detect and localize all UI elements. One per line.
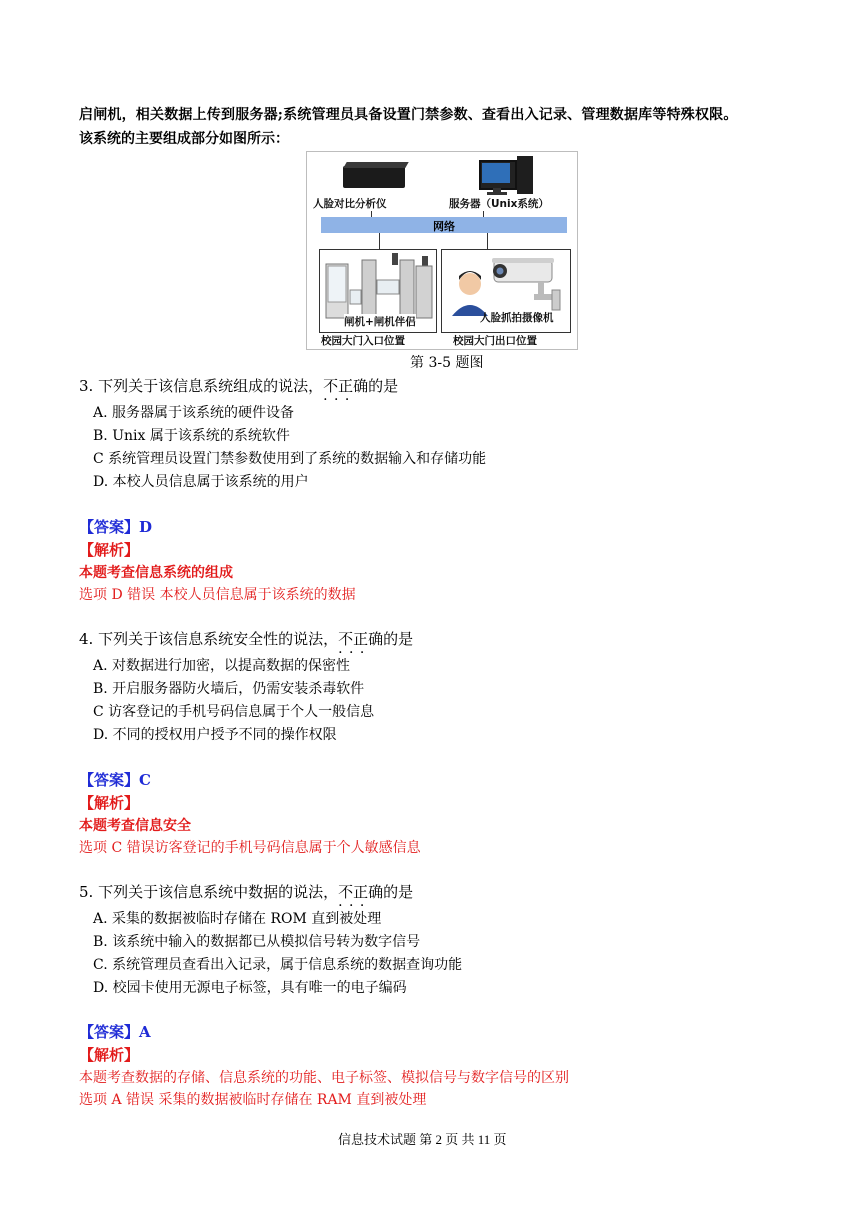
option-a: A. 服务器属于该系统的硬件设备 — [93, 405, 295, 421]
analysis-explanation: 选项 D 错误 本校人员信息属于该系统的数据 — [79, 587, 356, 603]
exit-camera-box — [441, 249, 571, 333]
answer-line — [79, 770, 151, 790]
answer-value: D — [139, 518, 153, 536]
analysis-topic: 本题考查信息系统的组成 — [79, 565, 233, 581]
analyzer-device-icon — [343, 162, 407, 192]
analysis-explanation: 选项 C 错误访客登记的手机号码信息属于个人敏感信息 — [79, 840, 421, 856]
network-label: 网络 — [433, 220, 455, 233]
server-label: 服务器（Unix系统） — [449, 198, 549, 210]
connector-line — [379, 233, 380, 249]
page-footer: 信息技术试题 第 2 页 共 11 页 — [338, 1132, 507, 1147]
system-diagram — [306, 151, 578, 350]
question-stem-text: 的是 — [383, 630, 414, 648]
question-stem-text: 的是 — [383, 883, 414, 901]
question-emphasis: 不正确 · · · — [323, 377, 368, 395]
question-emphasis: 不正确 · · · — [338, 630, 383, 648]
option-b: B. 开启服务器防火墙后，仍需安装杀毒软件 — [93, 681, 365, 697]
answer-line — [79, 517, 152, 537]
answer-value: C — [139, 771, 151, 789]
question-5-stem — [79, 882, 413, 902]
figure-caption: 第 3-5 题图 — [410, 355, 484, 371]
answer-line — [79, 1022, 151, 1042]
option-b: B. Unix 属于该系统的系统软件 — [93, 428, 290, 444]
option-d: D. 本校人员信息属于该系统的用户 — [93, 474, 309, 490]
analysis-tag: 【解析】 — [79, 1046, 140, 1064]
answer-tag: 【答案】 — [79, 771, 140, 789]
analysis-topic: 本题考查信息安全 — [79, 818, 191, 834]
analysis-topic: 本题考查数据的存储、信息系统的功能、电子标签、模拟信号与数字信号的区别 — [79, 1070, 569, 1086]
question-stem-text: 5. 下列关于该信息系统中数据的说法， — [79, 883, 339, 901]
option-c: C. 系统管理员查看出入记录，属于信息系统的数据查询功能 — [93, 957, 463, 973]
server-computer-icon — [479, 156, 535, 196]
answer-tag: 【答案】 — [79, 518, 140, 536]
gate-label: 闸机+闸机伴侣 — [344, 316, 416, 328]
camera-label: 人脸抓拍摄像机 — [480, 312, 554, 324]
option-d: D. 校园卡使用无源电子标签，具有唯一的电子编码 — [93, 980, 407, 996]
option-a: A. 对数据进行加密，以提高数据的保密性 — [93, 658, 351, 674]
intro-line-1: 启闸机，相关数据上传到服务器;系统管理员具备设置门禁参数、查看出入记录、管理数据库等特殊权限。 — [79, 107, 738, 123]
option-a: A. 采集的数据被临时存储在 ROM 直到被处理 — [93, 911, 382, 927]
connector-line — [371, 211, 372, 217]
connector-line — [487, 233, 488, 249]
answer-tag: 【答案】 — [79, 1023, 140, 1041]
analysis-explanation: 选项 A 错误 采集的数据被临时存储在 RAM 直到被处理 — [79, 1092, 427, 1108]
option-c: C 访客登记的手机号码信息属于个人一般信息 — [93, 704, 375, 720]
question-stem-text: 3. 下列关于该信息系统组成的说法， — [79, 377, 324, 395]
option-d: D. 不同的授权用户授予不同的操作权限 — [93, 727, 337, 743]
analyzer-label: 人脸对比分析仪 — [313, 198, 387, 210]
entrance-label: 校园大门入口位置 — [321, 335, 405, 347]
option-b: B. 该系统中输入的数据都已从模拟信号转为数字信号 — [93, 934, 421, 950]
entrance-gate-box — [319, 249, 437, 333]
network-bar — [321, 217, 567, 233]
question-3-stem — [79, 376, 398, 396]
intro-line-2: 该系统的主要组成部分如图所示： — [79, 131, 289, 147]
question-stem-text: 的是 — [368, 377, 399, 395]
question-emphasis: 不正确 · · · — [338, 883, 383, 901]
analysis-tag: 【解析】 — [79, 541, 140, 559]
connector-line — [483, 211, 484, 217]
option-c: C 系统管理员设置门禁参数使用到了系统的数据输入和存储功能 — [93, 451, 487, 467]
exit-label: 校园大门出口位置 — [453, 335, 537, 347]
question-4-stem — [79, 629, 413, 649]
answer-value: A — [139, 1023, 151, 1041]
question-stem-text: 4. 下列关于该信息系统安全性的说法， — [79, 630, 339, 648]
analysis-tag: 【解析】 — [79, 794, 140, 812]
